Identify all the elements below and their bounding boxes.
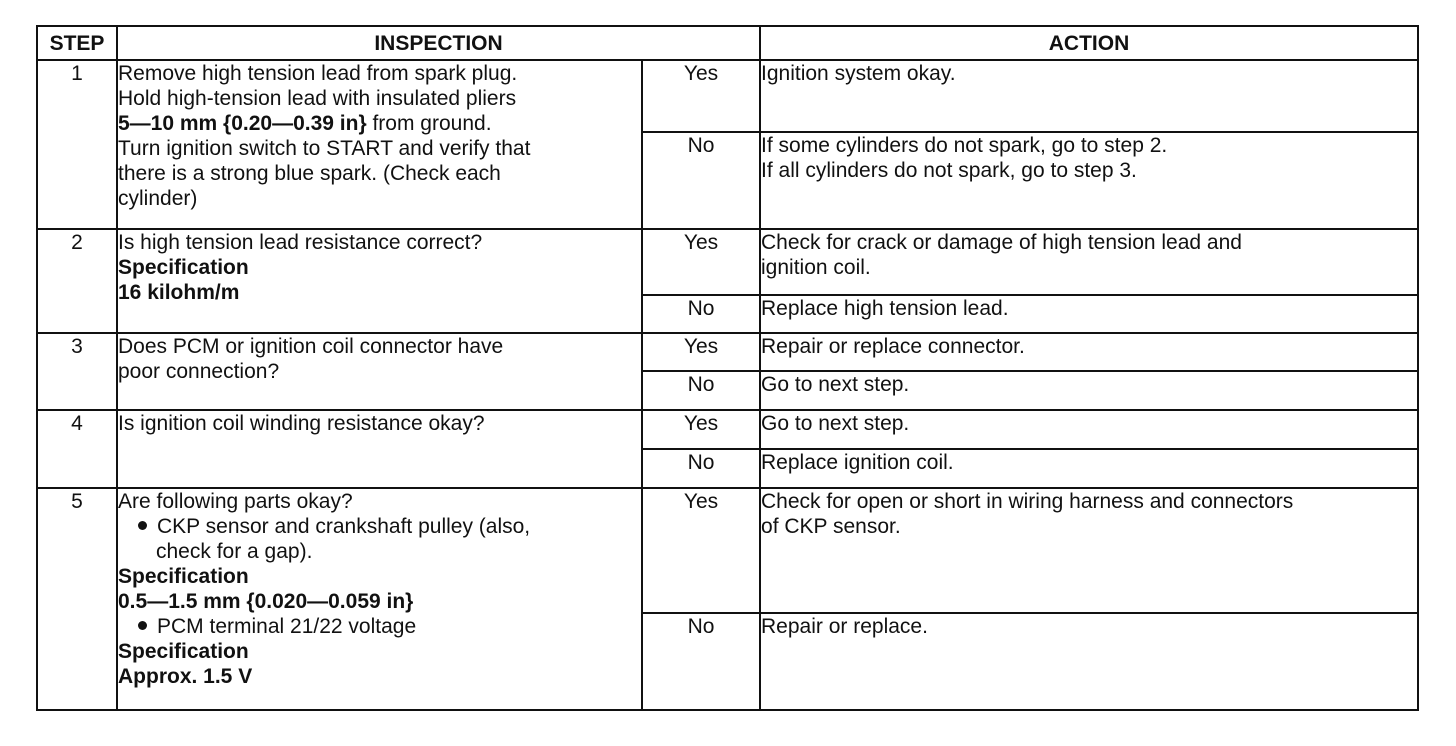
inspection-text: Hold high-tension lead with insulated pliers [118, 87, 517, 110]
action-text: of CKP sensor. [761, 515, 901, 538]
table-row [37, 229, 1418, 295]
action-text: If some cylinders do not spark, go to step 2. [761, 134, 1168, 157]
bullet-item [118, 514, 641, 539]
bullet-text: CKP sensor and crankshaft pulley (also, [157, 515, 531, 538]
inspection-cell [117, 60, 642, 229]
inspection-text: from ground. [366, 112, 492, 135]
action-cell [760, 229, 1418, 295]
bullet-text: check for a gap). [156, 540, 313, 563]
action-text: Repair or replace. [761, 615, 928, 638]
yes-label: Yes [642, 488, 760, 613]
action-text: Check for crack or damage of high tension lead and [761, 231, 1242, 254]
inspection-text: Turn ignition switch to START and verify that [118, 137, 531, 160]
specification-value: 5—10 mm {0.20—0.39 in} [118, 112, 367, 135]
inspection-cell [117, 488, 642, 710]
step-number: 1 [37, 60, 117, 229]
action-text: Go to next step. [761, 412, 910, 435]
specification-label: Specification [118, 640, 249, 663]
action-cell [760, 410, 1418, 449]
bullet-item [118, 614, 641, 639]
table-row [37, 333, 1418, 371]
table-row [37, 488, 1418, 613]
step-number: 5 [37, 488, 117, 710]
inspection-text: Is high tension lead resistance correct? [118, 231, 483, 254]
action-cell [760, 132, 1418, 229]
action-cell [760, 333, 1418, 371]
action-text: ignition coil. [761, 256, 871, 279]
action-text: Replace high tension lead. [761, 297, 1009, 320]
inspection-text: cylinder) [118, 187, 198, 210]
step-number: 4 [37, 410, 117, 488]
action-text: Repair or replace connector. [761, 335, 1025, 358]
no-label: No [642, 295, 760, 333]
yes-label: Yes [642, 229, 760, 295]
inspection-text: Does PCM or ignition coil connector have [118, 335, 504, 358]
specification-label: Specification [118, 256, 249, 279]
action-cell [760, 60, 1418, 132]
no-label: No [642, 613, 760, 710]
header-action: ACTION [760, 26, 1418, 60]
inspection-text: Remove high tension lead from spark plug. [118, 62, 518, 85]
specification-value: 0.5—1.5 mm {0.020—0.059 in} [118, 590, 414, 613]
bullet-text: PCM terminal 21/22 voltage [157, 615, 417, 638]
step-number: 3 [37, 333, 117, 410]
step-number: 2 [37, 229, 117, 333]
inspection-cell [117, 333, 642, 410]
inspection-text: there is a strong blue spark. (Check each [118, 162, 501, 185]
inspection-text: poor connection? [118, 360, 280, 383]
bullet-dot-icon [138, 521, 147, 530]
action-text: Check for open or short in wiring harness and connectors [761, 490, 1294, 513]
header-step: STEP [37, 26, 117, 60]
table-row [37, 60, 1418, 132]
inspection-cell [117, 410, 642, 488]
action-cell [760, 449, 1418, 488]
action-text: Replace ignition coil. [761, 451, 954, 474]
inspection-cell [117, 229, 642, 333]
table-row [37, 410, 1418, 449]
troubleshooting-table [36, 25, 1419, 711]
specification-label: Specification [118, 565, 249, 588]
action-cell [760, 488, 1418, 613]
yes-label: Yes [642, 60, 760, 132]
action-text: Go to next step. [761, 373, 910, 396]
yes-label: Yes [642, 333, 760, 371]
action-cell [760, 371, 1418, 410]
no-label: No [642, 449, 760, 488]
inspection-text [118, 111, 641, 136]
header-inspection: INSPECTION [117, 26, 760, 60]
inspection-text: Is ignition coil winding resistance okay? [118, 412, 485, 435]
action-text: If all cylinders do not spark, go to step 3. [761, 159, 1137, 182]
no-label: No [642, 371, 760, 410]
inspection-text: Are following parts okay? [118, 490, 353, 513]
specification-value: Approx. 1.5 V [118, 665, 253, 688]
specification-value: 16 kilohm/m [118, 281, 240, 304]
no-label: No [642, 132, 760, 229]
action-cell [760, 295, 1418, 333]
bullet-dot-icon [138, 621, 147, 630]
action-cell [760, 613, 1418, 710]
header-row [37, 26, 1418, 60]
yes-label: Yes [642, 410, 760, 449]
action-text: Ignition system okay. [761, 62, 956, 85]
